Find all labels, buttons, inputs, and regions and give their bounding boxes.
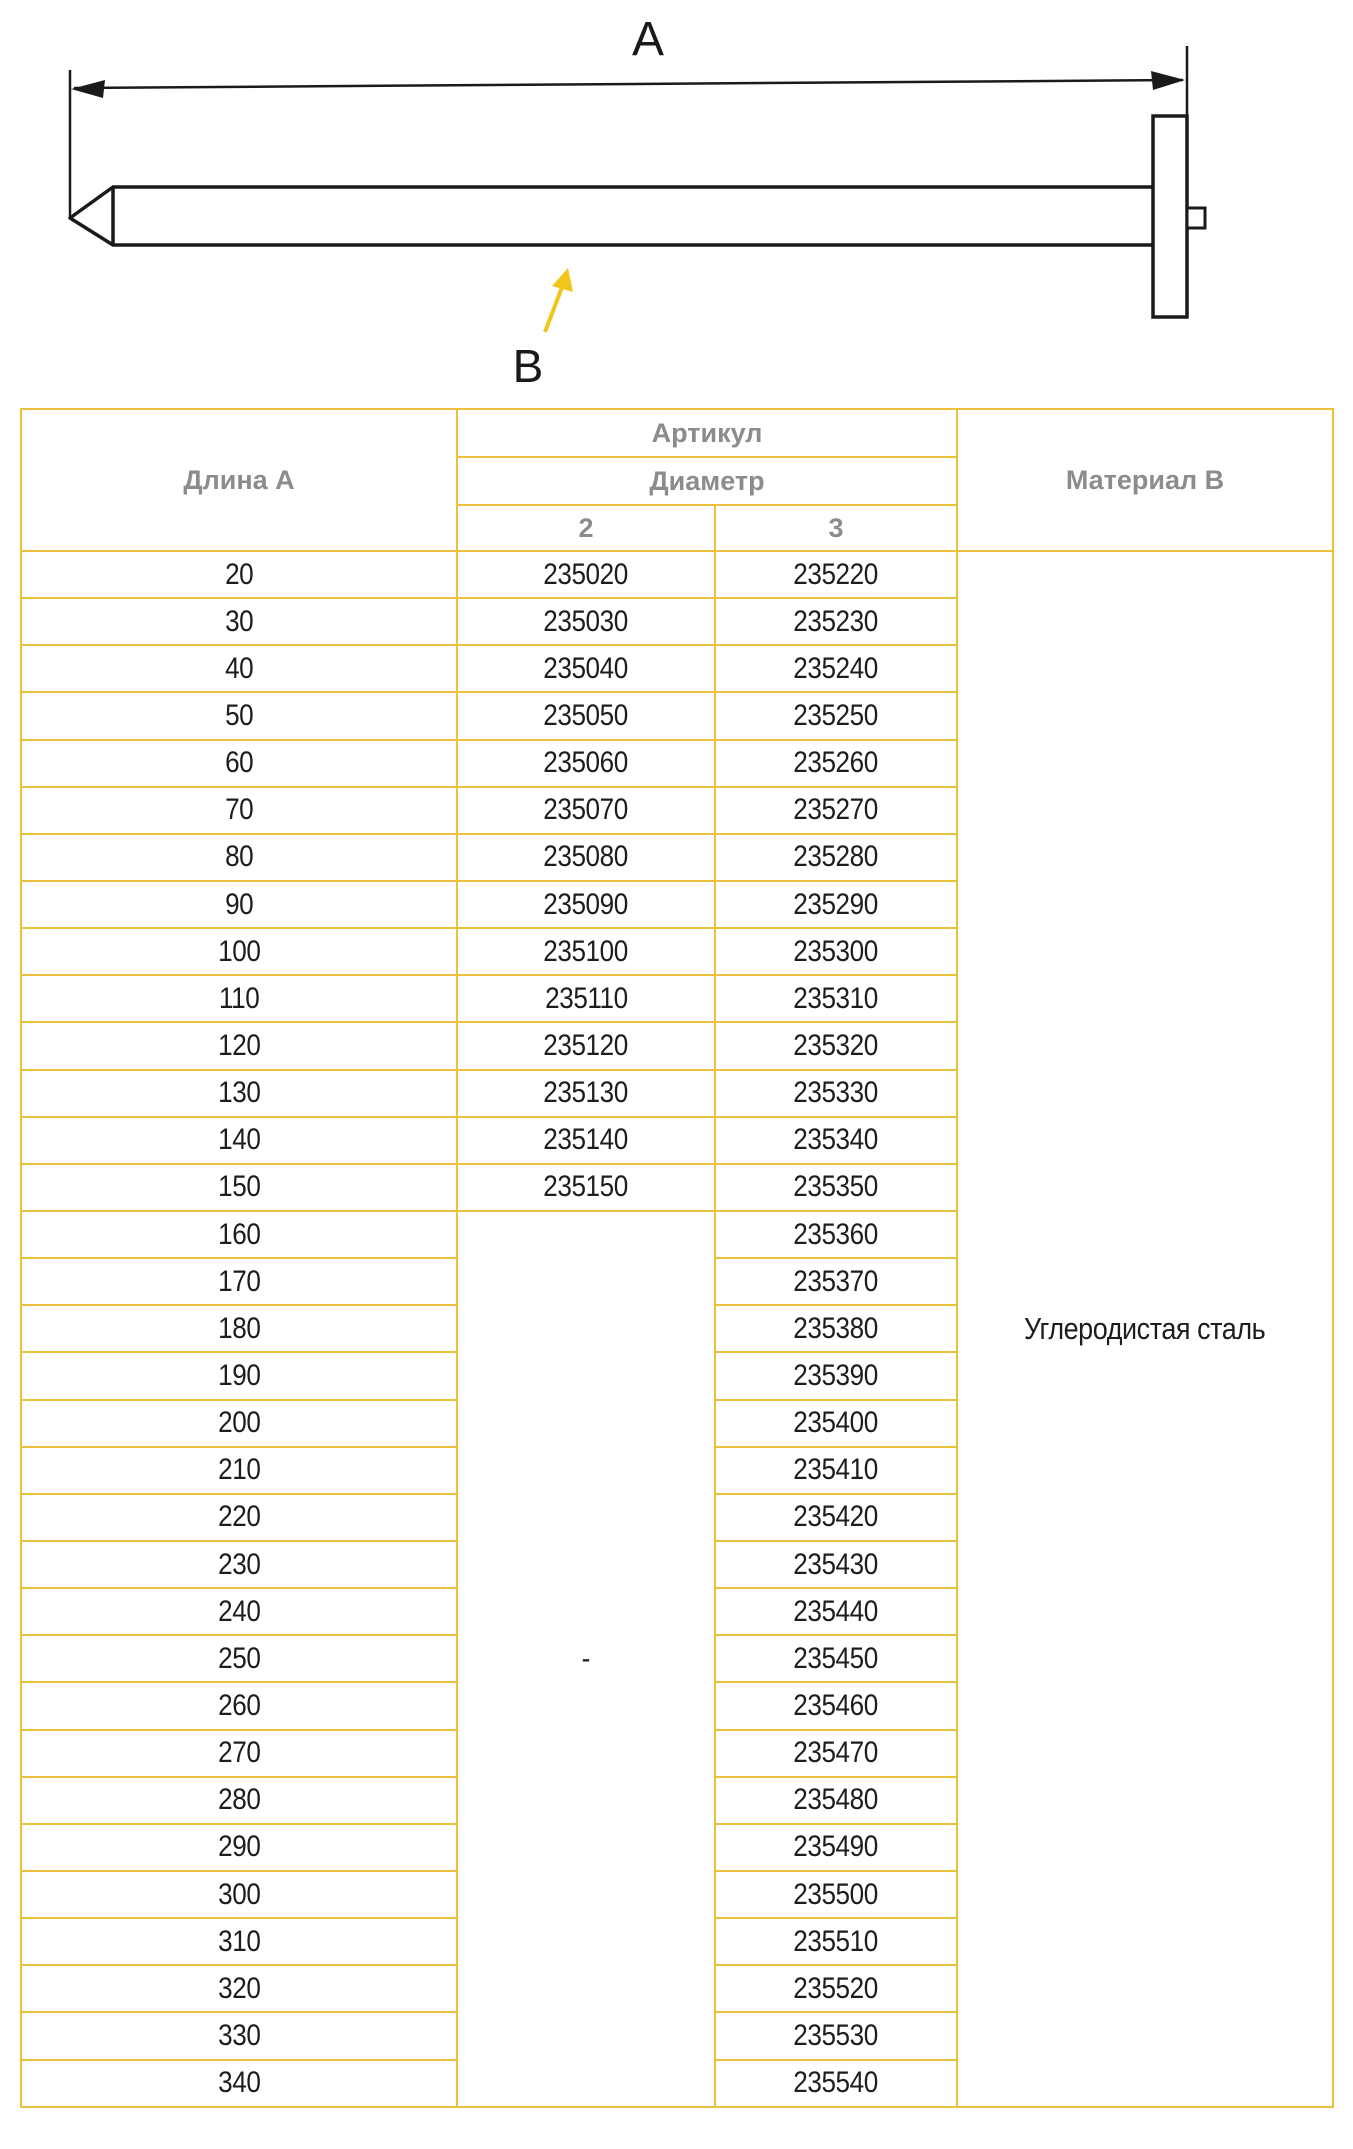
article-d3-cell-value: 235400 <box>793 1406 879 1440</box>
article-d2-cell <box>457 551 715 598</box>
article-d3-cell-value: 235410 <box>793 1453 879 1487</box>
material-cell <box>957 551 1333 2107</box>
article-d3-cell <box>715 1352 957 1399</box>
length-cell-value: 260 <box>217 1688 261 1722</box>
dimension-arrowhead-right <box>1151 71 1185 90</box>
article-d3-cell <box>715 692 957 739</box>
length-cell <box>21 1258 457 1305</box>
material-b-label: B <box>512 340 544 392</box>
article-d3-cell <box>715 1777 957 1824</box>
article-d3-cell <box>715 1117 957 1164</box>
no-article-cell-value: - <box>581 1641 591 1675</box>
article-d3-cell-value: 235450 <box>793 1641 879 1675</box>
length-cell <box>21 787 457 834</box>
article-d3-cell-value: 235360 <box>793 1217 879 1251</box>
article-d3-cell-value: 235350 <box>793 1170 879 1204</box>
article-d3-cell <box>715 2060 957 2107</box>
material-cell-value: Углеродистая сталь <box>1024 1310 1266 1346</box>
length-cell-value: 300 <box>217 1877 261 1911</box>
length-cell-value: 250 <box>217 1641 261 1675</box>
article-d3-cell <box>715 928 957 975</box>
article-d2-cell-value: 235130 <box>543 1076 629 1110</box>
article-d2-cell-value: 235120 <box>543 1028 629 1062</box>
article-d3-cell <box>715 787 957 834</box>
length-cell-value: 270 <box>217 1736 261 1770</box>
article-d3-cell-value: 235330 <box>793 1076 879 1110</box>
length-cell-value: 30 <box>224 604 254 638</box>
article-d3-cell-value: 235220 <box>793 557 879 591</box>
length-cell <box>21 1824 457 1871</box>
article-d3-cell-value: 235340 <box>793 1123 879 1157</box>
no-article-cell <box>457 1211 715 2107</box>
length-cell-value: 90 <box>224 887 254 921</box>
article-d3-cell <box>715 1871 957 1918</box>
length-cell <box>21 1164 457 1211</box>
nail-tip <box>70 187 113 245</box>
article-spec-table <box>20 408 1334 2108</box>
article-d3-cell <box>715 1400 957 1447</box>
header-diameter-3 <box>715 505 957 551</box>
length-cell-value: 180 <box>217 1311 261 1345</box>
length-cell <box>21 1730 457 1777</box>
length-cell <box>21 1447 457 1494</box>
article-d2-cell <box>457 692 715 739</box>
article-d3-cell-value: 235490 <box>793 1830 879 1864</box>
article-d3-cell-value: 235460 <box>793 1688 879 1722</box>
length-cell <box>21 1965 457 2012</box>
article-d2-cell-value: 235020 <box>543 557 629 591</box>
length-cell-value: 150 <box>217 1170 261 1204</box>
length-cell <box>21 834 457 881</box>
header-length-a <box>21 409 457 551</box>
header-diameter-2-label: 2 <box>578 512 594 543</box>
article-d2-cell-value: 235140 <box>543 1123 629 1157</box>
article-d2-cell <box>457 928 715 975</box>
length-cell <box>21 1777 457 1824</box>
length-cell-value: 170 <box>217 1264 261 1298</box>
table-row <box>21 551 1333 598</box>
length-cell-value: 200 <box>217 1406 261 1440</box>
header-diameter <box>457 457 957 505</box>
article-d2-cell-value: 235090 <box>543 887 629 921</box>
article-d2-cell <box>457 787 715 834</box>
table-body <box>21 551 1333 2107</box>
length-cell-value: 50 <box>224 698 254 732</box>
article-d2-cell <box>457 834 715 881</box>
article-d3-cell <box>715 881 957 928</box>
length-cell <box>21 1070 457 1117</box>
header-article <box>457 409 957 457</box>
length-cell <box>21 881 457 928</box>
article-d3-cell <box>715 1164 957 1211</box>
article-d3-cell-value: 235370 <box>793 1264 879 1298</box>
article-d3-cell <box>715 1447 957 1494</box>
length-cell <box>21 928 457 975</box>
article-d3-cell <box>715 1635 957 1682</box>
length-cell-value: 340 <box>217 2066 261 2100</box>
article-d3-cell-value: 235430 <box>793 1547 879 1581</box>
article-d3-cell <box>715 645 957 692</box>
article-d3-cell-value: 235280 <box>793 840 879 874</box>
article-d3-cell-value: 235320 <box>793 1028 879 1062</box>
article-d2-cell-value: 235150 <box>543 1170 629 1204</box>
length-cell-value: 220 <box>217 1500 261 1534</box>
length-cell <box>21 2012 457 2059</box>
nail-technical-drawing <box>0 0 1353 400</box>
header-material-b-label: Материал В <box>1065 464 1225 495</box>
length-cell-value: 190 <box>217 1358 261 1392</box>
article-d3-cell <box>715 740 957 787</box>
length-cell <box>21 1682 457 1729</box>
article-d3-cell <box>715 1305 957 1352</box>
article-d3-cell <box>715 975 957 1022</box>
length-cell <box>21 1541 457 1588</box>
length-cell-value: 310 <box>217 1924 261 1958</box>
article-d3-cell-value: 235240 <box>793 651 879 685</box>
article-d2-cell-value: 235040 <box>543 651 629 685</box>
article-d3-cell-value: 235380 <box>793 1311 879 1345</box>
length-cell <box>21 1588 457 1635</box>
article-d3-cell-value: 235420 <box>793 1500 879 1534</box>
dimension-line-a <box>74 80 1183 88</box>
dimension-arrowhead-left <box>71 80 105 98</box>
length-cell-value: 160 <box>217 1217 261 1251</box>
dimension-a-label: A <box>631 13 665 66</box>
length-cell-value: 140 <box>217 1123 261 1157</box>
article-d2-cell <box>457 740 715 787</box>
article-d2-cell <box>457 1117 715 1164</box>
article-d3-cell <box>715 1070 957 1117</box>
article-d3-cell <box>715 1588 957 1635</box>
article-d3-cell <box>715 1258 957 1305</box>
length-cell-value: 320 <box>217 1971 261 2005</box>
article-d3-cell-value: 235500 <box>793 1877 879 1911</box>
article-d3-cell-value: 235310 <box>793 981 879 1015</box>
article-d2-cell <box>457 1070 715 1117</box>
article-d2-cell-value: 235050 <box>543 698 629 732</box>
article-d3-cell-value: 235250 <box>793 698 879 732</box>
length-cell-value: 60 <box>224 746 254 780</box>
article-d3-cell-value: 235470 <box>793 1736 879 1770</box>
article-d2-cell-value: 235030 <box>543 604 629 638</box>
length-cell <box>21 645 457 692</box>
article-d3-cell-value: 235520 <box>793 1971 879 2005</box>
article-d3-cell-value: 235270 <box>793 793 879 827</box>
article-d2-cell-value: 235100 <box>543 934 629 968</box>
article-d3-cell <box>715 1965 957 2012</box>
length-cell <box>21 1211 457 1258</box>
article-d2-cell <box>457 1164 715 1211</box>
length-cell-value: 110 <box>218 981 260 1015</box>
length-cell <box>21 1494 457 1541</box>
length-cell <box>21 2060 457 2107</box>
length-cell-value: 40 <box>224 651 254 685</box>
length-cell <box>21 1871 457 1918</box>
header-diameter-label: Диаметр <box>649 465 765 496</box>
header-article-label: Артикул <box>651 417 763 448</box>
article-d3-cell <box>715 551 957 598</box>
article-d2-cell <box>457 1022 715 1069</box>
nail-head-tab <box>1187 208 1205 228</box>
nail-head <box>1153 116 1187 317</box>
length-cell-value: 230 <box>217 1547 261 1581</box>
length-cell-value: 80 <box>224 840 254 874</box>
header-row-article <box>21 409 1333 457</box>
header-material-b <box>957 409 1333 551</box>
article-d3-cell <box>715 1682 957 1729</box>
article-d2-cell-value: 235080 <box>543 840 629 874</box>
article-d3-cell-value: 235230 <box>793 604 879 638</box>
length-cell <box>21 551 457 598</box>
article-d2-cell-value: 235110 <box>544 981 628 1015</box>
article-d2-cell <box>457 975 715 1022</box>
article-d3-cell-value: 235440 <box>793 1594 879 1628</box>
article-d2-cell <box>457 645 715 692</box>
length-cell <box>21 740 457 787</box>
article-d3-cell <box>715 1494 957 1541</box>
length-cell-value: 240 <box>217 1594 261 1628</box>
article-d3-cell <box>715 834 957 881</box>
material-callout-arrow-line <box>545 282 564 332</box>
article-d2-cell-value: 235070 <box>543 793 629 827</box>
article-d2-cell <box>457 881 715 928</box>
article-d2-cell <box>457 598 715 645</box>
length-cell-value: 280 <box>217 1783 261 1817</box>
length-cell <box>21 1352 457 1399</box>
length-cell <box>21 1918 457 1965</box>
length-cell <box>21 692 457 739</box>
header-diameter-3-label: 3 <box>828 512 844 543</box>
article-d3-cell-value: 235390 <box>793 1358 879 1392</box>
article-d2-cell-value: 235060 <box>543 746 629 780</box>
article-d3-cell <box>715 1824 957 1871</box>
length-cell <box>21 1400 457 1447</box>
length-cell-value: 70 <box>224 793 254 827</box>
header-diameter-2 <box>457 505 715 551</box>
article-d3-cell <box>715 1022 957 1069</box>
length-cell-value: 120 <box>217 1028 261 1062</box>
article-d3-cell <box>715 1730 957 1777</box>
table-header <box>21 409 1333 551</box>
length-cell-value: 100 <box>217 934 261 968</box>
article-d3-cell-value: 235510 <box>793 1924 879 1958</box>
length-cell-value: 330 <box>217 2018 261 2052</box>
length-cell-value: 20 <box>224 557 254 591</box>
length-cell <box>21 1635 457 1682</box>
length-cell-value: 130 <box>217 1076 261 1110</box>
length-cell <box>21 975 457 1022</box>
article-d3-cell-value: 235530 <box>793 2018 879 2052</box>
article-d3-cell-value: 235300 <box>793 934 879 968</box>
article-d3-cell <box>715 598 957 645</box>
article-d3-cell-value: 235260 <box>793 746 879 780</box>
length-cell <box>21 1117 457 1164</box>
article-d3-cell-value: 235480 <box>793 1783 879 1817</box>
length-cell <box>21 1305 457 1352</box>
header-length-a-label: Длина А <box>183 464 295 495</box>
material-callout-arrowhead <box>552 268 573 292</box>
article-d3-cell <box>715 2012 957 2059</box>
article-d3-cell <box>715 1541 957 1588</box>
article-d3-cell-value: 235540 <box>793 2066 879 2100</box>
article-d3-cell <box>715 1918 957 1965</box>
length-cell-value: 290 <box>217 1830 261 1864</box>
length-cell <box>21 598 457 645</box>
article-d3-cell <box>715 1211 957 1258</box>
length-cell-value: 210 <box>217 1453 261 1487</box>
article-d3-cell-value: 235290 <box>793 887 879 921</box>
length-cell <box>21 1022 457 1069</box>
